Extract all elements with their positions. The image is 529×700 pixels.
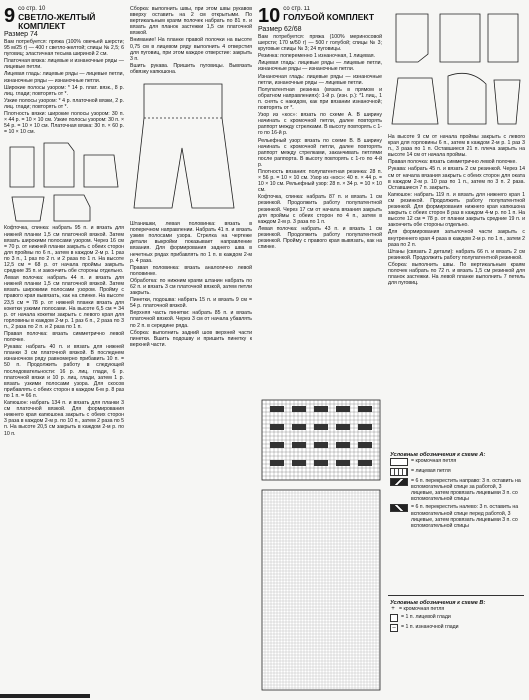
- paragraph: Сборка: выполнить задний шов верхней части пинетки. Вшить подошву и пришить пинетку к верхней части.: [130, 329, 252, 348]
- paragraph: Правая половинка: вязать аналогично левой половинке.: [130, 264, 252, 277]
- model10-column: [258, 6, 382, 396]
- schematic-pattern-pieces: [4, 137, 124, 223]
- knitting-chart-b: [262, 490, 380, 690]
- legend-text: = лицевая петля: [411, 468, 451, 475]
- legend-text: = 6 п. перекрестить налево: 3 п. оставить на вспомогательной спице перед работой, 3 лицевые, затем провязать лицевыми 3 п. со вспомогательной спицы: [411, 504, 519, 529]
- edge-stitch-symbol: +: [391, 606, 395, 613]
- edge-stitch-symbol: [390, 458, 408, 466]
- legend-b-title: Условные обозначения к схеме В:: [390, 600, 486, 606]
- paragraph: Вам потребуется: пряжа (100% мериносовой шерсти; 170 м/50 г) — 500 г голубой; спицы № 3; круговые спицы № 3; 24 пуговицы.: [258, 34, 382, 53]
- model9-title-line2: КОМПЛЕКТ: [18, 21, 66, 31]
- cable-cross-mark: [358, 442, 372, 448]
- paragraph: Штанишки, левая половинка: вязать в поперечном направлении. Набрать 41 п. и вязать узким полосами узора. Стрелка на чертеже детали выкройки показывает направление вязания. Для формирования заднего шва в нечетных рядах прибавлять по 1 п. в каждом 2-м р. 4 раза.: [130, 221, 252, 264]
- model9-column: [4, 6, 124, 438]
- paragraph: Резинка: попеременно 1 изнаночная, 1 лицевая.: [258, 53, 375, 60]
- footer-bar: [0, 694, 90, 698]
- model9-continued-column: [130, 6, 252, 349]
- paragraph: Внимание! На планке правой полочки на высоте 0,75 см в лицевом ряду выполнить 4 отверстия для пуговиц, при этом каждое отверстие: закрыть 3 п.: [130, 37, 252, 62]
- legend-b-item: [390, 606, 524, 612]
- paragraph: На высоте 9 см от начала проймы закрыть с левого края для горловины 6 п., затем в каждом 2-м р. 1 раз 3 п., 3 раза по 1 п. Оставшиеся 21 п. плеча закрыть на высоте 14 см от начала проймы.: [388, 134, 525, 159]
- paragraph: Обработка: по нижним краям штанин набрать по 62 п. и вязать 3 см платочной вязкой, затем петли закрыть.: [130, 277, 252, 297]
- cable-cross-mark: [336, 442, 350, 448]
- schematic-cardigan-pieces: [388, 6, 525, 131]
- legend-text: = 6 п. перекрестить направо: 3 п. оставить на вспомогательной спице за работой, 3 лицевые, затем провязать лицевыми 3 п. со вспомогательной спицы: [411, 478, 521, 503]
- cable-cross-mark: [314, 442, 328, 448]
- cable-cross-mark: [270, 442, 284, 448]
- model9-size: Размер 74: [4, 31, 38, 38]
- schematic-trousers: [130, 78, 252, 218]
- legend-a-item: [390, 458, 524, 466]
- legend-a: [390, 452, 524, 531]
- paragraph: Правая полочка: вязать симметрично левой полочке.: [388, 159, 517, 166]
- reverse-stockinette-symbol: –: [390, 624, 398, 632]
- legend-text: = кромочная петля: [399, 606, 445, 613]
- paragraph: Вам потребуется: пряжа (100% овечьей шерсти; 95 м/25 г) — 400 г светло-желтой; спицы № 2,5; 6 пуговиц; эластичная тесьма шириной 2 см.: [4, 39, 124, 58]
- paragraph: Левая полочка: набрать 43 п. и вязать 1 см резинкой. Продолжить работу полупатентной резинкой. Пройму с правого края вывязать, как на спинке.: [258, 225, 382, 251]
- paragraph: Широкие полосы узором: * 14 р. плат. вязк., 8 р. лиц. глади; повторять от *.: [4, 84, 124, 97]
- model10-size: Размер 62/68: [258, 26, 302, 33]
- cable-cross-mark: [314, 424, 328, 430]
- paragraph: Капюшон: набрать 119 п. и вязать для нижнего края 1 см резинкой. Продолжить работу полупатентной резинкой. Для формирования нижнего края капюшона закрыть с обеих сторон 8 раз в каждом 4-м р. по 1 п. На высоте 12 см = 78 р. от планки закрыть средние 19 п. и закончить обе стороны отдельно.: [388, 191, 525, 229]
- divider: [388, 595, 524, 596]
- cable-right-symbol: [390, 478, 408, 486]
- paragraph: Рукава: набрать 45 п. и вязать 2 см резинкой. Через 14 см от начала вязания закрыть с обеих сторон для оката в каждом 2-м р. 10 раз по 1 п., затем по 3 п. 2 раза. Оставшиеся 7 п. закрыть.: [388, 166, 525, 191]
- cable-cross-mark: [358, 460, 372, 466]
- model9-title-line1: СВЕТЛО-ЖЕЛТЫЙ: [18, 12, 96, 22]
- cable-cross-mark: [292, 406, 306, 412]
- model10-ref: со стр. 11: [283, 6, 310, 12]
- paragraph: Плотность вязания: полупатентная резинка: 28 п. × 56 р. = 10 × 10 см. Узор из «кос»: 40 п. × 44 р. = 10 × 10 см. Рельефный узор: 28 п. × 34 р. = 10 × 10 см.: [258, 168, 382, 194]
- legend-b-item: [390, 624, 524, 632]
- paragraph: Пинетки, подошва: набрать 15 п. и вязать 9 см = 54 р. платочной вязкой.: [130, 297, 252, 310]
- legend-a-item: [390, 468, 524, 476]
- paragraph: Кофточка, спинка: набрать 87 п. и вязать 1 см резинкой. Продолжить работу полупатентной резинкой. Через 17 см от начала вязания закрыть для проймы с обеих сторон по 4 п., затем в каждом 2-м р. 3 раза по 1 п.: [258, 194, 382, 225]
- cable-left-symbol: [390, 504, 408, 512]
- cable-cross-mark: [336, 460, 350, 466]
- cable-cross-mark: [270, 406, 284, 412]
- paragraph: Плотность вязки: широкие полосы узором: 30 п. × 44 р. = 10 × 10 см. Узкие полосы узором: 30 п. × 54 р. = 10 × 10 см. Платочная вязка: 30 п. × 60 р. = 10 × 10 см.: [4, 111, 124, 136]
- legend-text: = кромочная петля: [411, 458, 457, 465]
- model9-ref: со стр. 10: [18, 6, 46, 12]
- paragraph: Лицевая гладь: лицевые ряды — лицевые петли, изнаночные ряды — изнаночные петли.: [258, 60, 382, 73]
- legend-a-item: [390, 504, 524, 528]
- cable-cross-mark: [358, 424, 372, 430]
- cable-cross-mark: [358, 406, 372, 412]
- knitting-chart-a: [262, 400, 380, 480]
- model10-header: [258, 6, 382, 34]
- cable-cross-mark: [270, 460, 284, 466]
- cable-cross-mark: [336, 424, 350, 430]
- paragraph: Узор из «кос»: вязать по схеме А. В ширину начинать с кромочной петли, далее повторять раппорт между стрелками. В высоту повторять с 1-го по 16-й р.: [258, 112, 382, 137]
- legend-text: = 1 п. изнаночной глади: [401, 624, 459, 631]
- paragraph: Капюшон: набрать 134 п. и вязать для планки 3 см платочной вязкой. Для формирования нижнего края капюшона закрыть с обеих сторон 3 раза в каждом 2-м р. по 10 п., затем 2 раза по 5 п. На высоте 20,5 см закрыть в каждом 2-м р. по 10 п.: [4, 400, 124, 437]
- paragraph: Рельефный узор: вязать по схеме В. В ширину начинать с кромочной петли, далее повторять раппорт между стрелками, заканчивать петлями после раппорта. В высоту повторять с 1-го по 4-й р.: [258, 137, 382, 168]
- paragraph: Платочная вязка: лицевые и изнаночные ряды — лицевые петли.: [4, 58, 124, 71]
- paragraph: Полупатентная резинка (вязать в прямом и обратном направлениях): 1-й р. (изн. р.): *1 лиц., 1 п. снять с накидом, как при вязании изнаночной; повторять от *.: [258, 86, 382, 112]
- cable-cross-mark: [292, 424, 306, 430]
- paragraph: Верхняя часть пинетки: набрать 85 п. и вязать платочной вязкой. Через 3 см от начала убавлять по 2 п. в середине ряда.: [130, 310, 252, 329]
- cable-cross-mark: [314, 460, 328, 466]
- paragraph: Левая полочка: набрать 44 п. и вязать для нижней планки 1,5 см платочной вязкой. Затем вязать широкими полосами узором. Пройму с правого края вывязать, как на спинке. На высоте 23,5 см = 78 р. от нижней планки вязать для кокетки узкими полосами. На высоте 6,5 см = 34 р. от начала кокетки закрыть с левого края для горловины в каждом 2-м р. 1 раз 6 п., 2 раза по 3 п., 2 раза по 2 п. и 2 раза по 1 п.: [4, 275, 124, 330]
- paragraph: Штаны (связать 2 детали): набрать 66 п. и вязать 2 см резинкой. Продолжить работу полупатентной резинкой.: [388, 248, 525, 261]
- knit-stitch-symbol: [390, 468, 408, 476]
- legend-a-item: [390, 478, 524, 502]
- paragraph: Сборка: выполнить швы. По вертикальным краям полочек набрать по 72 п. и вязать 1,5 см резинкой для планок застежки. На левой планке выполнить 7 петель для пуговиц.: [388, 261, 525, 287]
- cable-cross-mark: [270, 424, 284, 430]
- paragraph: Узкие полосы узором: * 4 р. платочной вязки, 2 р. лиц. глади; повторять от *.: [4, 97, 124, 110]
- legend-a-title: Условные обозначения к схеме А:: [390, 452, 486, 458]
- paragraph: Правая полочка: вязать симметрично левой полочке.: [4, 331, 124, 344]
- legend-b-item: [390, 614, 524, 622]
- model10-title: ГОЛУБОЙ КОМПЛЕКТ: [283, 12, 375, 22]
- paragraph: Для формирования затылочной части закрыть с внутреннего края 4 раза в каждом 2-м р. по 1 п., затем 2 раза по 2 п.: [388, 229, 525, 248]
- cable-cross-mark: [292, 442, 306, 448]
- model9-number: 9: [4, 5, 16, 27]
- model9-header: [4, 6, 124, 39]
- model10-number: 10: [258, 6, 281, 27]
- paragraph: Кофточка, спинка: набрать 95 п. и вязать для нижней планки 1,5 см платочной вязкой. Затем вязать широкими полосами узором. Через 16 см = 70 р. от нижней планки закрыть с обеих сторон для проймы по 6 п., затем в каждом 2-м р. 1 раз по 3 п., 1 раз по 2 п. и 2 раза по 1 п. На высоте 12,5 см = 68 р. от начала проймы закрыть средние 35 п. и закончить обе стороны отдельно.: [4, 225, 124, 275]
- legend-b: [390, 600, 524, 634]
- cable-cross-mark: [314, 406, 328, 412]
- cable-cross-mark: [292, 460, 306, 466]
- paragraph: Сборка: выполнить швы, при этом швы рукавов вверху оставить на 2 см открытыми. По вертикальным краям полочек набрать по 81 п. и вязать для планок застежки 1,5 см платочной вязкой.: [130, 6, 252, 37]
- stockinette-symbol: [390, 614, 398, 622]
- model10-continued-column: [388, 6, 525, 287]
- paragraph: Изнаночная гладь: лицевые ряды — изнаночные петли, изнаночные ряды — лицевые петли.: [258, 73, 382, 86]
- paragraph: Вшить рукава. Пришить пуговицы. Вывязать обвязку капюшона.: [130, 62, 252, 75]
- legend-text: = 1 п. лицевой глади: [401, 614, 451, 621]
- paragraph: Лицевая гладь: лицевые ряды — лицевые петли, изнаночные ряды — изнаночные петли.: [4, 71, 124, 84]
- cable-cross-mark: [336, 406, 350, 412]
- paragraph: Рукава: набрать 40 п. и вязать для нижней планки 3 см платочной вязкой. В последнем изнаночном ряду равномерно прибавить 10 п. = 50 п. Продолжить работу в следующей последовательности: 16 р. лиц. глади, 6 р. платочной вязки и 10 р. лиц. глади, затем 1 р. вязать узкими полосами узора. Для скосов прибавлять с обеих сторон в каждом 6-м р. 8 раз по 1 п. = 66 п.: [4, 344, 124, 399]
